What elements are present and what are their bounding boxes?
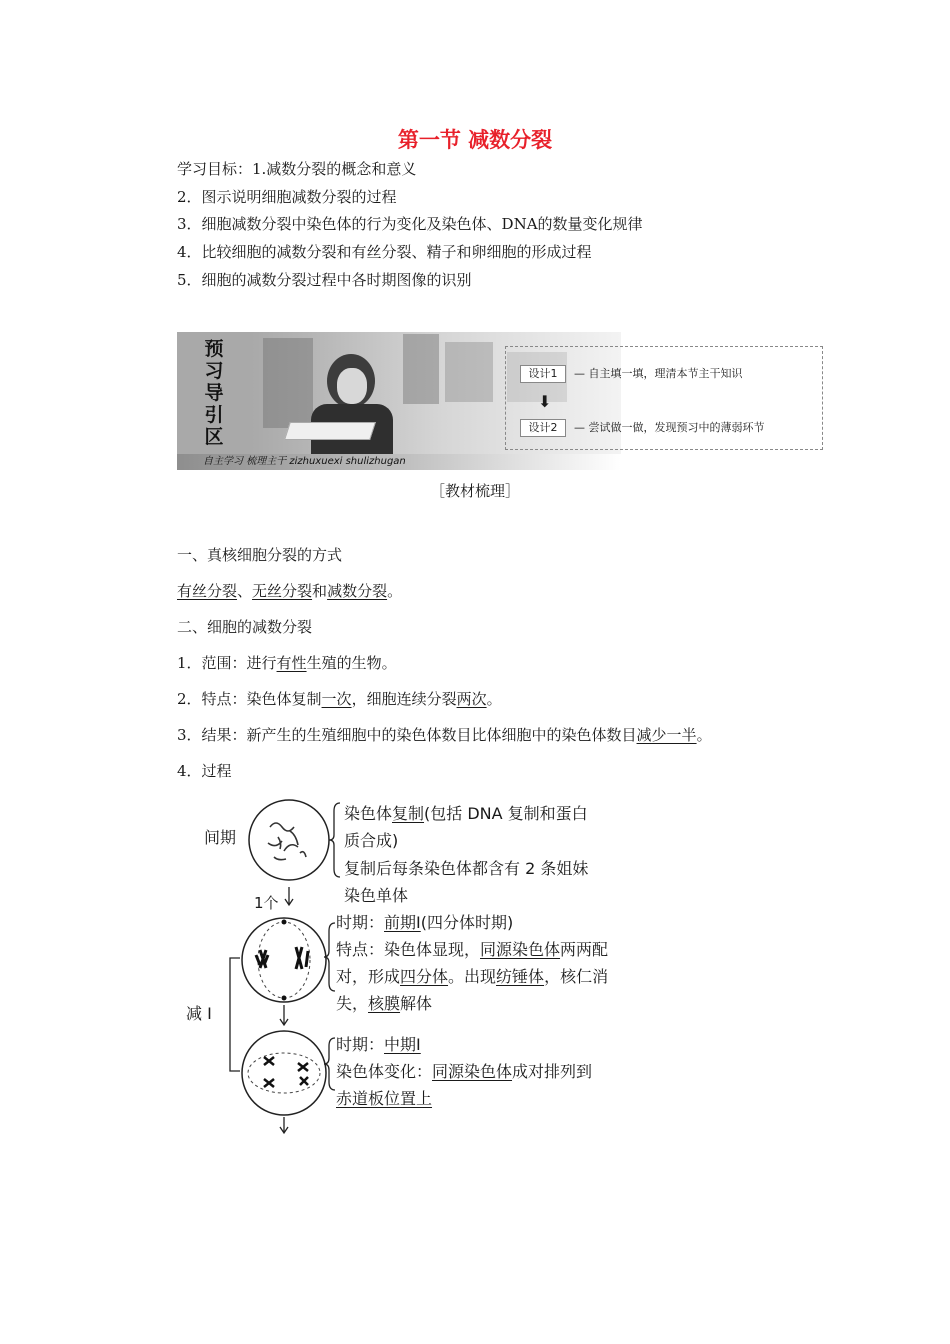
interphase-line: 染色单体 bbox=[344, 886, 409, 905]
objective-lead: 学习目标：1.减数分裂的概念和意义 bbox=[177, 160, 417, 178]
objective-item: 2．图示说明细胞减数分裂的过程 bbox=[177, 188, 397, 206]
section2-heading: 二、细胞的减数分裂 bbox=[177, 618, 313, 636]
design2-tag: 设计2 bbox=[520, 419, 566, 437]
preview-banner bbox=[177, 330, 823, 470]
arrow-down-icon bbox=[285, 887, 293, 905]
objective-item: 4．比较细胞的减数分裂和有丝分裂、精子和卵细胞的形成过程 bbox=[177, 243, 592, 261]
process-heading: 4．过程 bbox=[177, 762, 232, 780]
division-types: 有丝分裂、无丝分裂和减数分裂。 bbox=[177, 582, 403, 600]
banner-footer: 自主学习 梳理主干 zizhuxuexi shulizhugan bbox=[177, 454, 621, 470]
objective-item: 3．细胞减数分裂中染色体的行为变化及染色体、DNA的数量变化规律 bbox=[177, 215, 643, 233]
design1-text: — 自主填一填，理清本节主干知识 bbox=[574, 367, 743, 380]
interphase-line: 染色体复制(包括 DNA 复制和蛋白 bbox=[344, 804, 588, 823]
meiosis-process-diagram bbox=[180, 795, 650, 1145]
metaphase-line: 时期：中期Ⅰ bbox=[336, 1035, 421, 1054]
design1-tag: 设计1 bbox=[520, 365, 566, 383]
metaphase-cell bbox=[242, 1031, 326, 1115]
section-label: ［教材梳理］ bbox=[429, 482, 520, 500]
one-cell-label: 1个 bbox=[254, 894, 279, 912]
page-title: 第一节 减数分裂 bbox=[397, 128, 553, 152]
interphase-cell bbox=[249, 800, 329, 880]
feature-line: 2．特点：染色体复制一次，细胞连续分裂两次。 bbox=[177, 690, 502, 708]
prophase-brace bbox=[324, 923, 335, 991]
scope-line: 1．范围：进行有性生殖的生物。 bbox=[177, 654, 397, 672]
design2-text: — 尝试做一做，发现预习中的薄弱环节 bbox=[574, 421, 765, 434]
interphase-line: 质合成) bbox=[344, 831, 399, 850]
metaphase-line: 赤道板位置上 bbox=[336, 1089, 433, 1108]
meiosis1-label: 减 Ⅰ bbox=[186, 1004, 212, 1023]
interphase-brace bbox=[329, 803, 340, 877]
prophase-line: 对，形成四分体。出现纺锤体，核仁消 bbox=[336, 967, 609, 986]
result-line: 3．结果：新产生的生殖细胞中的染色体数目比体细胞中的染色体数目减少一半。 bbox=[177, 726, 712, 744]
meiosis1-bracket bbox=[230, 958, 240, 1071]
metaphase-line: 染色体变化：同源染色体成对排列到 bbox=[336, 1062, 593, 1081]
objective-item: 5．细胞的减数分裂过程中各时期图像的识别 bbox=[177, 271, 472, 289]
arrow-down-icon bbox=[280, 1117, 288, 1133]
prophase-cell bbox=[242, 918, 326, 1002]
prophase-line: 特点：染色体显现，同源染色体两两配 bbox=[336, 940, 609, 959]
arrow-down-icon bbox=[280, 1005, 288, 1025]
section1-heading: 一、真核细胞分裂的方式 bbox=[177, 546, 343, 564]
down-arrow-icon: ⬇ bbox=[538, 392, 552, 411]
interphase-line: 复制后每条染色体都含有 2 条姐妹 bbox=[344, 859, 589, 878]
interphase-label: 间期 bbox=[204, 828, 237, 847]
design-box bbox=[505, 346, 823, 450]
prophase-line: 失，核膜解体 bbox=[336, 994, 433, 1013]
preview-zone-label: 预 习 导 引 区 bbox=[177, 332, 251, 454]
prophase-line: 时期：前期Ⅰ(四分体时期) bbox=[336, 913, 514, 932]
